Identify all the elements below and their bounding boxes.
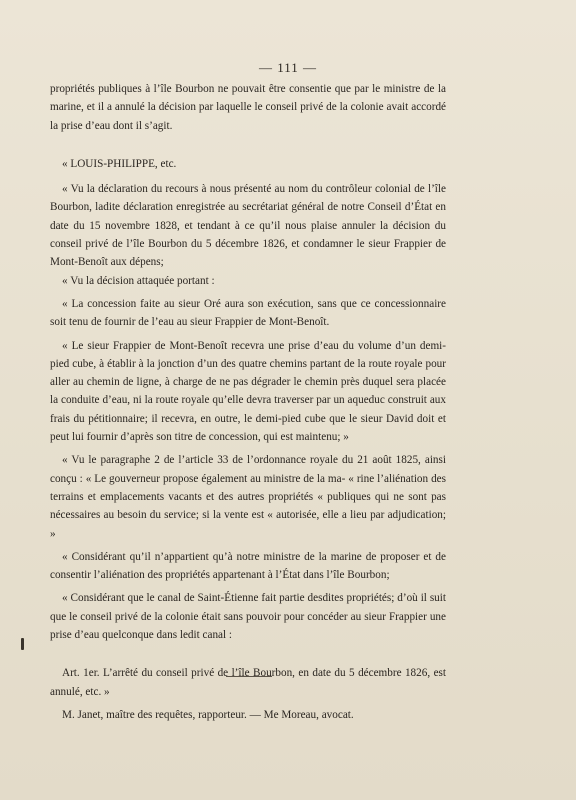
margin-ink-mark	[21, 638, 24, 650]
ordonnance-paragraph: « Vu le paragraphe 2 de l’article 33 de l’ordonnance royale du 21 août 1825, ainsi conçu : « Le gouverneur propose également au ministre de la ma- « rine l’aliénation des terrains et emplacements vacants et des autres propriétés « publiques qui ne sont pas nécessaires au besoin du service; si la vente est « autorisée, elle a lieu par adjudication; »	[50, 454, 446, 540]
concession-paragraph: « La concession faite au sieur Oré aura son exécution, sans que ce concessionnaire soit tenu de fournir de l’eau au sieur Frappier de Mont-Benoît.	[50, 297, 446, 329]
considerant-paragraph-1: « Considérant qu’il n’appartient qu’à notre ministre de la marine de proposer et de consentir l’aliénation des propriétés appartenant à l’État dans l’île Bourbon;	[50, 550, 446, 582]
page-number: — 111 —	[258, 60, 318, 75]
body-text	[50, 80, 446, 724]
recours-paragraph: « Vu la déclaration du recours à nous présenté au nom du contrôleur colonial de l’île Bourbon, ladite déclaration enregistrée au secrétariat général de notre Conseil d’État en date du 15 novembre 1828, et tendant à ce qu’il nous plaise annuler la décision du conseil privé de l’île Bourbon du 5 décembre 1826, et condamner le sieur Frappier de Mont-Benoît aux dépens;	[50, 183, 446, 269]
intro-paragraph: propriétés publiques à l’île Bourbon ne pouvait être consentie que par le ministre de la marine, et il a annulé la décision par laquelle le conseil privé de la colonie avait accordé la prise d’eau dont il s’agit.	[50, 83, 446, 132]
prise-eau-paragraph: « Le sieur Frappier de Mont-Benoît recevra une prise d’eau du volume d’un demi-pied cube, à établir à la jonction d’un des quatre chemins partant de la route royale pour aller au chemin de ligne, à charge de ne pas dégrader le chemin près duquel sera placée la conduite d’eau, ni la route royale qu’elle devra traverser par un aqueduc construit aux frais du pétitionnaire; il recevra, en outre, le demi-pied cube que le sieur David doit et peut lui fournir d’après son titre de concession, qui est maintenu; »	[50, 339, 446, 444]
signature-line: M. Janet, maître des requêtes, rapporteur. — Me Moreau, avocat.	[62, 708, 354, 721]
decision-intro-paragraph: « Vu la décision attaquée portant :	[62, 274, 215, 287]
royal-heading: « LOUIS-PHILIPPE, etc.	[62, 157, 177, 170]
end-rule	[226, 676, 272, 677]
considerant-paragraph-2: « Considérant que le canal de Saint-Étienne fait partie desdites propriétés; d’où il suit que le conseil privé de la colonie était sans pouvoir pour concéder au sieur Frappier une prise d’eau quelconque dans ledit canal :	[50, 592, 446, 642]
article-paragraph: Art. 1er. L’arrêté du conseil privé de l’île Bourbon, en date du 5 décembre 1826, est annulé, etc. »	[50, 667, 446, 698]
